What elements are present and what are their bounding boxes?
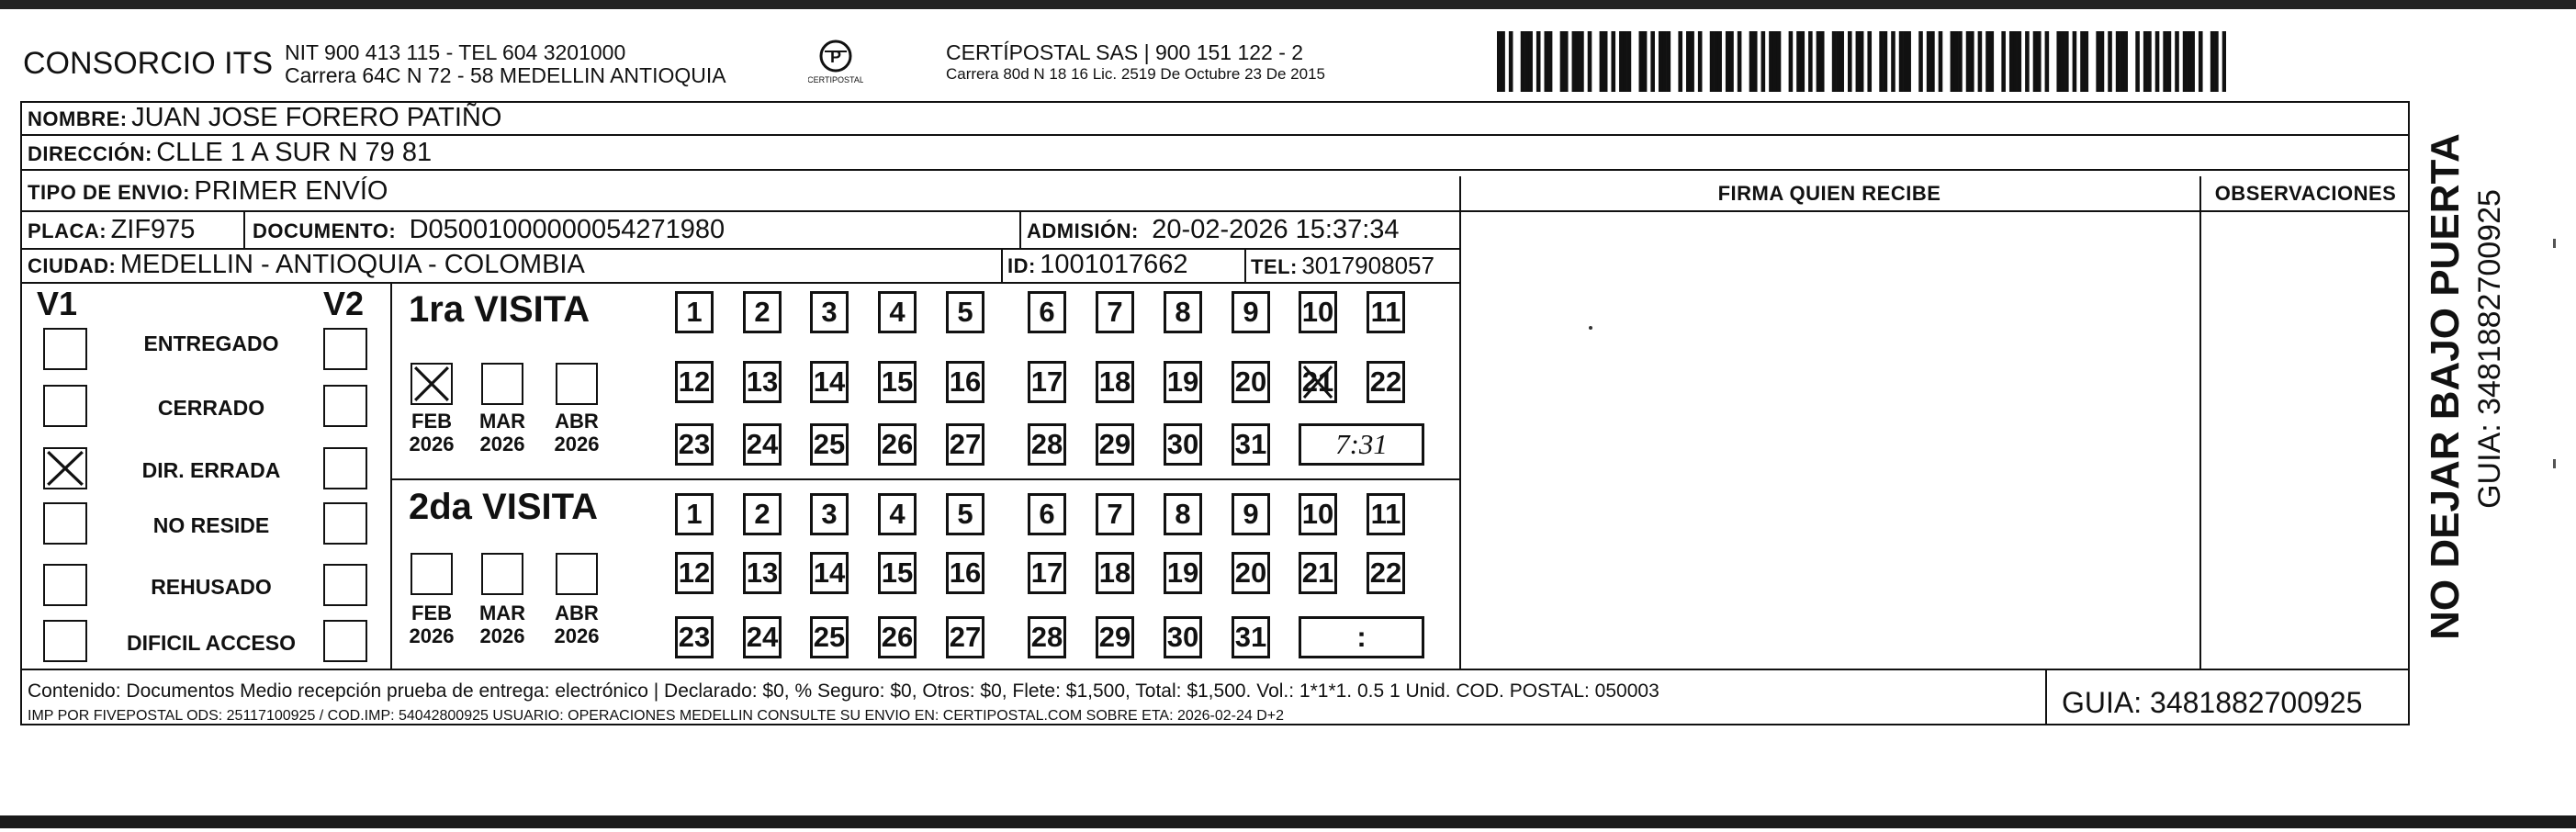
second-visit-day-7[interactable]: 7: [1096, 493, 1134, 535]
first-visit-day-10[interactable]: 10: [1299, 291, 1337, 333]
documento-field: [253, 215, 725, 245]
status-label-entregado: ENTREGADO: [143, 332, 279, 355]
v2-checkbox-entregado[interactable]: [323, 328, 367, 370]
second-visit-day-29[interactable]: 29: [1096, 616, 1134, 658]
barcode-bar: [2018, 31, 2022, 92]
v2-checkbox-cerrado[interactable]: [323, 385, 367, 427]
barcode-bar: [2009, 31, 2014, 92]
barcode-bar: [2108, 31, 2112, 92]
svg-text:CERTIPOSTAL: CERTIPOSTAL: [808, 75, 863, 84]
first-visit-month-label: FEB 2026: [409, 410, 455, 455]
barcode-bar: [2100, 31, 2105, 92]
tel-label: TEL:: [1251, 255, 1298, 278]
second-visit-day-19[interactable]: 19: [1164, 552, 1202, 594]
barcode-bar: [1867, 31, 1872, 92]
first-visit-day-2[interactable]: 2: [743, 291, 782, 333]
barcode-bar: [1662, 31, 1667, 92]
second-visit-day-12[interactable]: 12: [675, 552, 714, 594]
barcode-bar: [1903, 31, 1907, 92]
barcode-bar: [2096, 31, 2100, 92]
v2-checkbox-dir-errada[interactable]: [323, 447, 367, 489]
ciudad-label: CIUDAD:: [28, 254, 117, 277]
barcode-bar: [2199, 31, 2203, 92]
barcode-bar: [1726, 31, 1730, 92]
first-visit-day-21[interactable]: 21: [1299, 361, 1337, 403]
placa-value: ZIF975: [110, 215, 196, 244]
first-visit-day-13[interactable]: 13: [743, 361, 782, 403]
barcode: [1497, 31, 2226, 92]
second-visit-day-21[interactable]: 21: [1299, 552, 1337, 594]
barcode-bar: [2084, 31, 2088, 92]
ciudad-field: [28, 250, 585, 280]
v2-checkbox-dificil-acceso[interactable]: [323, 620, 367, 662]
second-visit-day-30[interactable]: 30: [1164, 616, 1202, 658]
second-visit-month-checkbox-feb[interactable]: [411, 553, 453, 595]
barcode-bar: [1820, 31, 1825, 92]
company-address: Carrera 64C N 72 - 58 MEDELLIN ANTIOQUIA: [285, 63, 726, 87]
barcode-bar: [2187, 31, 2191, 92]
first-visit-day-5[interactable]: 5: [946, 291, 984, 333]
second-visit-day-15[interactable]: 15: [878, 552, 917, 594]
barcode-bar: [1789, 31, 1794, 92]
barcode-bar: [1528, 31, 1533, 92]
second-visit-month-label: ABR 2026: [554, 602, 600, 647]
first-visit-day-27[interactable]: 27: [946, 423, 984, 466]
barcode-bar: [1891, 31, 1895, 92]
barcode-bar: [1548, 31, 1553, 92]
barcode-bar: [1623, 31, 1627, 92]
documento-label: DOCUMENTO:: [253, 219, 397, 242]
v2-checkbox-rehusado[interactable]: [323, 564, 367, 606]
second-visit-day-25[interactable]: 25: [810, 616, 849, 658]
barcode-bar: [1761, 31, 1766, 92]
nombre-row: [28, 103, 501, 133]
barcode-bar: [1769, 31, 1773, 92]
first-visit-day-19[interactable]: 19: [1164, 361, 1202, 403]
barcode-bar: [1930, 31, 1935, 92]
placa-label: PLACA:: [28, 219, 107, 242]
barcode-bar: [1848, 31, 1852, 92]
first-visit-month-checkbox-abr[interactable]: [556, 363, 598, 405]
barcode-bar: [2155, 31, 2160, 92]
second-visit-day-23[interactable]: 23: [675, 616, 714, 658]
barcode-bar: [1686, 31, 1691, 92]
barcode-bar: [1717, 31, 1722, 92]
barcode-bar: [1836, 31, 1840, 92]
second-visit-day-22[interactable]: 22: [1367, 552, 1405, 594]
barcode-bar: [1989, 31, 1994, 92]
second-visit-day-20[interactable]: 20: [1232, 552, 1270, 594]
barcode-bar: [1572, 31, 1577, 92]
barcode-bar: [1927, 31, 1931, 92]
barcode-bar: [2214, 31, 2219, 92]
direccion-row: [28, 138, 432, 168]
second-visit-day-31[interactable]: 31: [1232, 616, 1270, 658]
barcode-bar: [2210, 31, 2215, 92]
barcode-bar: [1970, 31, 1974, 92]
certipostal-logo: [808, 37, 863, 90]
carrier-name: CERTÍPOSTAL SAS | 900 151 122 - 2: [946, 40, 1304, 64]
first-visit-day-11[interactable]: 11: [1367, 291, 1405, 333]
barcode-bar: [2135, 31, 2140, 92]
v1-checkbox-rehusado[interactable]: [43, 564, 87, 606]
barcode-bar: [1918, 31, 1923, 92]
top-border-bar: [0, 0, 2576, 9]
status-label-dificil-acceso: DIFICIL ACCESO: [126, 631, 296, 655]
first-visit-day-12[interactable]: 12: [675, 361, 714, 403]
id-value: 1001017662: [1040, 250, 1188, 279]
first-visit-day-4[interactable]: 4: [878, 291, 917, 333]
second-visit-day-4[interactable]: 4: [878, 493, 917, 535]
first-visit-day-29[interactable]: 29: [1096, 423, 1134, 466]
second-visit-day-16[interactable]: 16: [946, 552, 984, 594]
v1-checkbox-dir-errada[interactable]: [43, 447, 87, 489]
status-label-no-reside: NO RESIDE: [152, 513, 270, 537]
second-visit-time-box[interactable]: :: [1299, 616, 1424, 658]
admision-field: [1027, 215, 1400, 245]
first-visit-day-6[interactable]: 6: [1028, 291, 1066, 333]
second-visit-day-6[interactable]: 6: [1028, 493, 1066, 535]
barcode-bar: [1817, 31, 1821, 92]
first-visit-day-26[interactable]: 26: [878, 423, 917, 466]
edge-tick: [2553, 239, 2556, 248]
barcode-bar: [2045, 31, 2050, 92]
tipo-envio-value: PRIMER ENVÍO: [194, 176, 388, 206]
footer-guia: GUIA: 3481882700925: [2062, 686, 2363, 719]
v1-header: V1: [37, 285, 78, 322]
barcode-bar: [1580, 31, 1584, 92]
barcode-bar: [2167, 31, 2172, 92]
v1-checkbox-dificil-acceso[interactable]: [43, 620, 87, 662]
first-visit-day-28[interactable]: 28: [1028, 423, 1066, 466]
status-label-rehusado: REHUSADO: [151, 575, 272, 599]
barcode-bar: [1639, 31, 1644, 92]
second-visit-month-label: MAR 2026: [478, 602, 526, 647]
first-visit-day-1[interactable]: 1: [675, 291, 714, 333]
barcode-bar: [1509, 31, 1513, 92]
observaciones-label: OBSERVACIONES: [2214, 182, 2397, 205]
first-visit-day-23[interactable]: 23: [675, 423, 714, 466]
barcode-bar: [2013, 31, 2018, 92]
v2-checkbox-no-reside[interactable]: [323, 502, 367, 545]
first-visit-day-18[interactable]: 18: [1096, 361, 1134, 403]
barcode-bar: [1860, 31, 1864, 92]
second-visit-day-3[interactable]: 3: [810, 493, 849, 535]
barcode-bar: [1650, 31, 1655, 92]
carrier-address: Carrera 80d N 18 16 Lic. 2519 De Octubre 23 De 2015: [946, 65, 1325, 83]
barcode-bar: [2143, 31, 2148, 92]
barcode-bar: [2183, 31, 2188, 92]
barcode-bar: [1753, 31, 1758, 92]
barcode-bar: [1521, 31, 1525, 92]
barcode-bar: [1966, 31, 1971, 92]
second-visit-day-26[interactable]: 26: [878, 616, 917, 658]
first-visit-day-3[interactable]: 3: [810, 291, 849, 333]
second-visit-day-27[interactable]: 27: [946, 616, 984, 658]
barcode-bar: [1611, 31, 1615, 92]
barcode-bar: [1659, 31, 1663, 92]
barcode-bar: [2222, 31, 2226, 92]
barcode-bar: [1800, 31, 1805, 92]
barcode-bar: [1501, 31, 1505, 92]
second-visit-title: 2da VISITA: [409, 487, 598, 527]
barcode-bar: [1497, 31, 1502, 92]
v1-checkbox-no-reside[interactable]: [43, 502, 87, 545]
barcode-bar: [2001, 31, 2006, 92]
barcode-bar: [1978, 31, 1983, 92]
tel-value: 3017908057: [1301, 252, 1434, 279]
second-visit-day-18[interactable]: 18: [1096, 552, 1134, 594]
second-visit-day-2[interactable]: 2: [743, 493, 782, 535]
barcode-bar: [1772, 31, 1777, 92]
barcode-bar: [1560, 31, 1565, 92]
barcode-bar: [1954, 31, 1959, 92]
second-visit-month-checkbox-mar[interactable]: [481, 553, 523, 595]
second-visit-month-checkbox-abr[interactable]: [556, 553, 598, 595]
barcode-bar: [2033, 31, 2038, 92]
v2-header: V2: [323, 285, 365, 322]
second-visit-day-13[interactable]: 13: [743, 552, 782, 594]
company-nit: NIT 900 413 115 - TEL 604 3201000: [285, 40, 626, 64]
barcode-bar: [2064, 31, 2069, 92]
placa-field: [28, 215, 195, 245]
barcode-bar: [2061, 31, 2065, 92]
first-visit-day-25[interactable]: 25: [810, 423, 849, 466]
barcode-bar: [1958, 31, 1963, 92]
barcode-bar: [1627, 31, 1632, 92]
barcode-bar: [1576, 31, 1580, 92]
documento-value: D05001000000054271980: [409, 215, 726, 244]
first-visit-day-24[interactable]: 24: [743, 423, 782, 466]
signature-mark: [1589, 326, 1592, 330]
second-visit-day-8[interactable]: 8: [1164, 493, 1202, 535]
id-label: ID:: [1007, 254, 1036, 277]
direccion-label: DIRECCIÓN:: [28, 142, 152, 165]
barcode-bar: [1698, 31, 1703, 92]
firma-label: FIRMA QUIEN RECIBE: [1717, 182, 1941, 205]
tipo-envio-row: [28, 176, 388, 207]
barcode-bar: [1907, 31, 1911, 92]
bottom-border-bar: [0, 815, 2576, 828]
barcode-bar: [1729, 31, 1734, 92]
v1-checkbox-entregado[interactable]: [43, 328, 87, 370]
barcode-bar: [1667, 31, 1671, 92]
nombre-label: NOMBRE:: [28, 107, 128, 130]
first-visit-day-15[interactable]: 15: [878, 361, 917, 403]
barcode-bar: [1856, 31, 1861, 92]
barcode-bar: [2056, 31, 2061, 92]
status-label-dir-errada: DIR. ERRADA: [141, 458, 281, 482]
first-visit-day-30[interactable]: 30: [1164, 423, 1202, 466]
barcode-bar: [1879, 31, 1884, 92]
first-visit-month-label: ABR 2026: [554, 410, 600, 455]
second-visit-month-label: FEB 2026: [409, 602, 455, 647]
first-visit-day-7[interactable]: 7: [1096, 291, 1134, 333]
first-visit-time-box[interactable]: 7:31: [1299, 423, 1424, 466]
barcode-bar: [1832, 31, 1837, 92]
barcode-bar: [1951, 31, 1955, 92]
admision-label: ADMISIÓN:: [1027, 219, 1139, 242]
direccion-value: CLLE 1 A SUR N 79 81: [156, 138, 433, 167]
first-visit-month-checkbox-feb[interactable]: [411, 363, 453, 405]
barcode-bar: [2080, 31, 2085, 92]
second-visit-day-10[interactable]: 10: [1299, 493, 1337, 535]
barcode-bar: [2175, 31, 2179, 92]
barcode-bar: [1690, 31, 1694, 92]
barcode-bar: [2025, 31, 2030, 92]
barcode-bar: [1939, 31, 1943, 92]
side-guia: GUIA: 3481882700925: [2472, 189, 2507, 509]
barcode-bar: [1777, 31, 1782, 92]
first-visit-day-9[interactable]: 9: [1232, 291, 1270, 333]
barcode-bar: [1808, 31, 1813, 92]
second-visit-day-17[interactable]: 17: [1028, 552, 1066, 594]
nombre-value: JUAN JOSE FORERO PATIÑO: [131, 103, 502, 132]
second-visit-day-1[interactable]: 1: [675, 493, 714, 535]
barcode-bar: [2123, 31, 2128, 92]
barcode-bar: [2163, 31, 2167, 92]
first-visit-day-8[interactable]: 8: [1164, 291, 1202, 333]
no-dejar-bajo-puerta: NO DEJAR BAJO PUERTA: [2423, 133, 2468, 640]
barcode-bar: [2116, 31, 2120, 92]
barcode-bar: [2037, 31, 2042, 92]
barcode-bar: [1600, 31, 1604, 92]
company-name: CONSORCIO ITS: [23, 46, 274, 81]
ciudad-value: MEDELLIN - ANTIOQUIA - COLOMBIA: [119, 250, 585, 279]
barcode-bar: [1738, 31, 1742, 92]
first-visit-day-22[interactable]: 22: [1367, 361, 1405, 403]
first-visit-month-checkbox-mar[interactable]: [481, 363, 523, 405]
barcode-bar: [1619, 31, 1624, 92]
footer-imp: IMP POR FIVEPOSTAL ODS: 25117100925 / COD.IMP: 54042800925 USUARIO: OPERACIONES MEDELLIN CONSULTE SU ENVIO EN: CERTIPOSTAL.COM SOBRE ETA: 2026-02-24 D+2: [28, 708, 1285, 724]
second-visit-day-5[interactable]: 5: [946, 493, 984, 535]
barcode-bar: [2190, 31, 2195, 92]
svg-text:P: P: [829, 48, 842, 66]
barcode-bar: [1985, 31, 1990, 92]
second-visit-day-11[interactable]: 11: [1367, 493, 1405, 535]
first-visit-month-label: MAR 2026: [478, 410, 526, 455]
barcode-bar: [1643, 31, 1648, 92]
status-label-cerrado: CERRADO: [157, 396, 265, 420]
first-visit-day-14[interactable]: 14: [810, 361, 849, 403]
barcode-bar: [1714, 31, 1718, 92]
barcode-bar: [1749, 31, 1754, 92]
barcode-bar: [1678, 31, 1682, 92]
barcode-bar: [1545, 31, 1549, 92]
barcode-bar: [1839, 31, 1844, 92]
footer-content: Contenido: Documentos Medio recepción prueba de entrega: electrónico | Declarado: $0, % Seguro: $0, Otros: $0, Flete: $1,500, Total: $1,500. Vol.: 1*1*1. 0.5 1 Unid. COD. POSTAL: 050003: [28, 680, 1659, 702]
barcode-bar: [2147, 31, 2152, 92]
barcode-bar: [1899, 31, 1904, 92]
second-visit-day-9[interactable]: 9: [1232, 493, 1270, 535]
first-visit-day-31[interactable]: 31: [1232, 423, 1270, 466]
edge-tick: [2553, 459, 2556, 468]
barcode-bar: [1884, 31, 1888, 92]
first-visit-day-16[interactable]: 16: [946, 361, 984, 403]
tipo-envio-label: TIPO DE ENVIO:: [28, 181, 190, 204]
second-visit-day-28[interactable]: 28: [1028, 616, 1066, 658]
v1-checkbox-cerrado[interactable]: [43, 385, 87, 427]
id-field: [1007, 250, 1188, 280]
barcode-bar: [1524, 31, 1529, 92]
first-visit-day-17[interactable]: 17: [1028, 361, 1066, 403]
admision-value: 20-02-2026 15:37:34: [1152, 215, 1400, 244]
barcode-bar: [1710, 31, 1715, 92]
barcode-bar: [2120, 31, 2124, 92]
second-visit-day-14[interactable]: 14: [810, 552, 849, 594]
tel-field: [1251, 252, 1434, 280]
barcode-bar: [1588, 31, 1592, 92]
second-visit-day-24[interactable]: 24: [743, 616, 782, 658]
barcode-bar: [1796, 31, 1801, 92]
barcode-bar: [1536, 31, 1541, 92]
first-visit-day-20[interactable]: 20: [1232, 361, 1270, 403]
barcode-bar: [1564, 31, 1569, 92]
barcode-bar: [1603, 31, 1608, 92]
first-visit-title: 1ra VISITA: [409, 289, 591, 330]
barcode-bar: [2073, 31, 2077, 92]
